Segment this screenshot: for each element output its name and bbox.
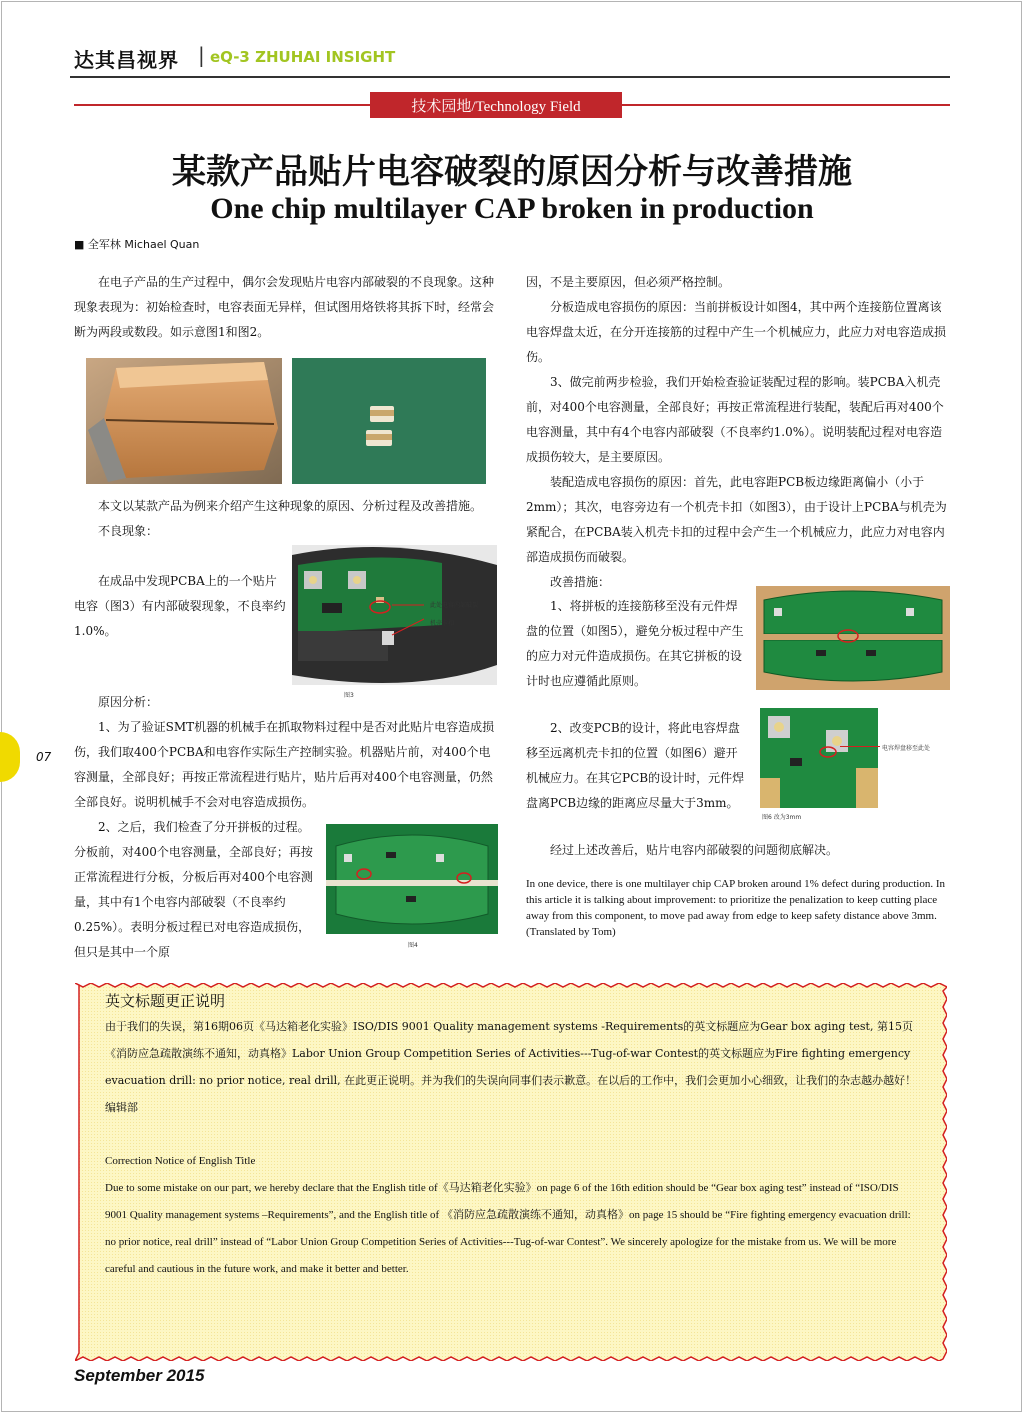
paragraph-cause-2: 2、之后，我们检查了分开拼板的过程。分板前，对400个电容测量，全部良好；再按正常流程进行分板，分板后再对400个电容测量，其中有1个电容内部破裂（不良率约0.25%）。表明分板过程已对电容造成损伤，但只是其中一个原	[74, 820, 313, 959]
notice-text-en: Due to some mistake on our part, we hereby declare that the English title of《马达箱老化实验》on page 6 of the 16th edition should be “Gear box aging test” instead of “ISO/DIS 9001 Quality management systems –Requirements”, and the English title of 《消防应急疏散演练不通知，动真格》on page 15 should be “Fire fighting emergency evacuation drill: no prior notice, real drill” instead of “Labor Union Group Competition Series of Activities---Tug-of-war Contest”. We sincerely apologize for the mistake from us. We will be more careful and cautious in the future work, and make it better and better.	[105, 1182, 911, 1275]
heading-defect: 不良现象：	[98, 524, 159, 538]
paragraph-cause-2-reason: 分板造成电容损伤的原因：当前拼板设计如图4，其中两个连接筋位置离该电容焊盘太近，在分开连接筋的过程中产生一个机械应力，此应力对电容造成损伤。	[526, 300, 947, 364]
paragraph-conclusion: 经过上述改善后，贴片电容内部破裂的问题彻底解决。	[550, 843, 839, 857]
improve-2-block	[526, 716, 748, 816]
section-label: 技术园地/Technology Field	[370, 92, 622, 118]
fig3-caption: 图3	[344, 692, 354, 699]
figure-5-new-panel	[756, 586, 950, 690]
cause-2-block	[74, 815, 320, 965]
page-number: 07	[36, 750, 52, 764]
author-byline: ■ 全军林 Michael Quan	[74, 238, 200, 251]
column-left-top	[74, 270, 498, 345]
paragraph-cause-3-reason: 装配造成电容损伤的原因：首先，此电容距PCB板边缘距离偏小（小于2mm）；其次，电容旁边有一个机壳卡扣（如图3），由于设计上PCBA与机壳为紧配合，在PCBA装入机壳卡扣的过程中会产生一个机械应力，此应力对电容内部造成损伤而破裂。	[526, 475, 947, 564]
notice-text-cn: 由于我们的失误，第16期06页《马达箱老化实验》ISO/DIS 9001 Quality management systems -Requirements的英文标题应为Gear box aging test, 第15页《消防应急疏散演练不通知，动真格》Labor Union Group Competition Series of Activities---Tug-of-war Contest的英文标题应为Fire fighting emergency evacuation drill: no prior notice, real drill, 在此更正说明。并为我们的失误向同事们表示歉意。在以后的工作中，我们会更加小心细致，让我们的杂志越办越好！	[105, 1020, 917, 1087]
figure-4-panel-design	[326, 824, 498, 934]
paragraph-cause-2-cont: 因，不是主要原因，但必须严格控制。	[526, 275, 731, 289]
paragraph-intro: 在电子产品的生产过程中，偶尔会发现贴片电容内部破裂的不良现象。这种现象表现为：初始检查时，电容表面无异样，但试图用烙铁将其拆下时，经常会断为两段或数段。如示意图1和图2。	[74, 275, 495, 339]
magazine-title-cn: 达其昌视界	[74, 48, 179, 72]
fig4-caption: 图4	[408, 942, 418, 949]
fig3-label-clip: 机壳卡扣	[430, 620, 455, 627]
notice-signature: 编辑部	[105, 1101, 138, 1114]
fig6-pointer	[840, 746, 880, 747]
paragraph-improve-2: 2、改变PCB的设计，将此电容焊盘移至远离机壳卡扣的位置（如图6）避开机械应力。在其它PCB的设计时，元件焊盘离PCB边缘的距离应尽量大于3mm。	[526, 721, 745, 810]
header-rule	[70, 76, 950, 78]
column-left-mid	[74, 494, 498, 544]
correction-notice	[75, 983, 947, 1361]
footer-date: September 2015	[74, 1366, 205, 1385]
english-abstract: In one device, there is one multilayer chip CAP broken around 1% defect during production. In this article it is talking about improvement: to prioritize the penalization to keep cutting place away from this component, to move pad away from edge to keep safety distance above 3mm. (Translated by Tom)	[526, 878, 945, 938]
magazine-title-en: eQ-3 ZHUHAI INSIGHT	[210, 48, 396, 66]
fig6-caption: 图6 改为3mm	[762, 814, 802, 821]
notice-title-en: Correction Notice of English Title	[105, 1155, 256, 1167]
defect-block	[74, 569, 286, 644]
fig6-label: 电容焊盘移至此处	[882, 745, 931, 752]
fig3-label-crack: 此处电容内部破裂	[430, 602, 479, 609]
heading-cause: 原因分析：	[98, 695, 159, 709]
conclusion-block	[526, 838, 950, 863]
paragraph-improve-1: 1、将拼板的连接筋移至没有元件焊盘的位置（如图5），避免分板过程中产生的应力对元件造成损伤。在其它拼板的设计时也应遵循此原则。	[526, 599, 744, 688]
heading-improve: 改善措施：	[550, 575, 611, 589]
figure-6-new-pcb	[760, 708, 878, 808]
paragraph-cause-3: 3、做完前两步检验，我们开始检查验证装配过程的影响。装PCBA入机壳前，对400个电容测量，全部良好；再按正常流程进行装配，装配后再对400个电容测量，其中有4个电容内部破裂（不良率约1.0%）。说明装配过程对电容造成损伤较大，是主要原因。	[526, 375, 944, 464]
cause-block	[74, 690, 498, 815]
paragraph-cause-1: 1、为了验证SMT机器的机械手在抓取物料过程中是否对此贴片电容造成损伤，我们取400个PCBA和电容作实际生产控制实验。机器贴片前，对400个电容测量，全部良好；再按正常流程进行贴片，贴片后再对400个电容测量，仍然全部良好。说明机械手不会对电容造成损伤。	[74, 720, 495, 809]
improve-1-block	[526, 594, 748, 694]
notice-title-cn: 英文标题更正说明	[105, 992, 226, 1010]
notice-spacer	[105, 1121, 917, 1148]
figure-2-broken-capacitor	[292, 358, 486, 484]
article-title-cn: 某款产品贴片电容破裂的原因分析与改善措施	[172, 152, 852, 192]
header-separator: |	[198, 43, 205, 67]
article-title-en: One chip multilayer CAP broken in production	[210, 192, 814, 225]
figure-3-pcba-in-housing	[292, 545, 497, 685]
paragraph-purpose: 本文以某款产品为例来介绍产生这种现象的原因、分析过程及改善措施。	[98, 499, 483, 513]
column-right-top	[526, 270, 950, 595]
figure-1-capacitor-closeup	[86, 358, 282, 484]
paragraph-defect: 在成品中发现PCBA上的一个贴片电容（图3）有内部破裂现象，不良率约1.0%。	[74, 574, 286, 638]
